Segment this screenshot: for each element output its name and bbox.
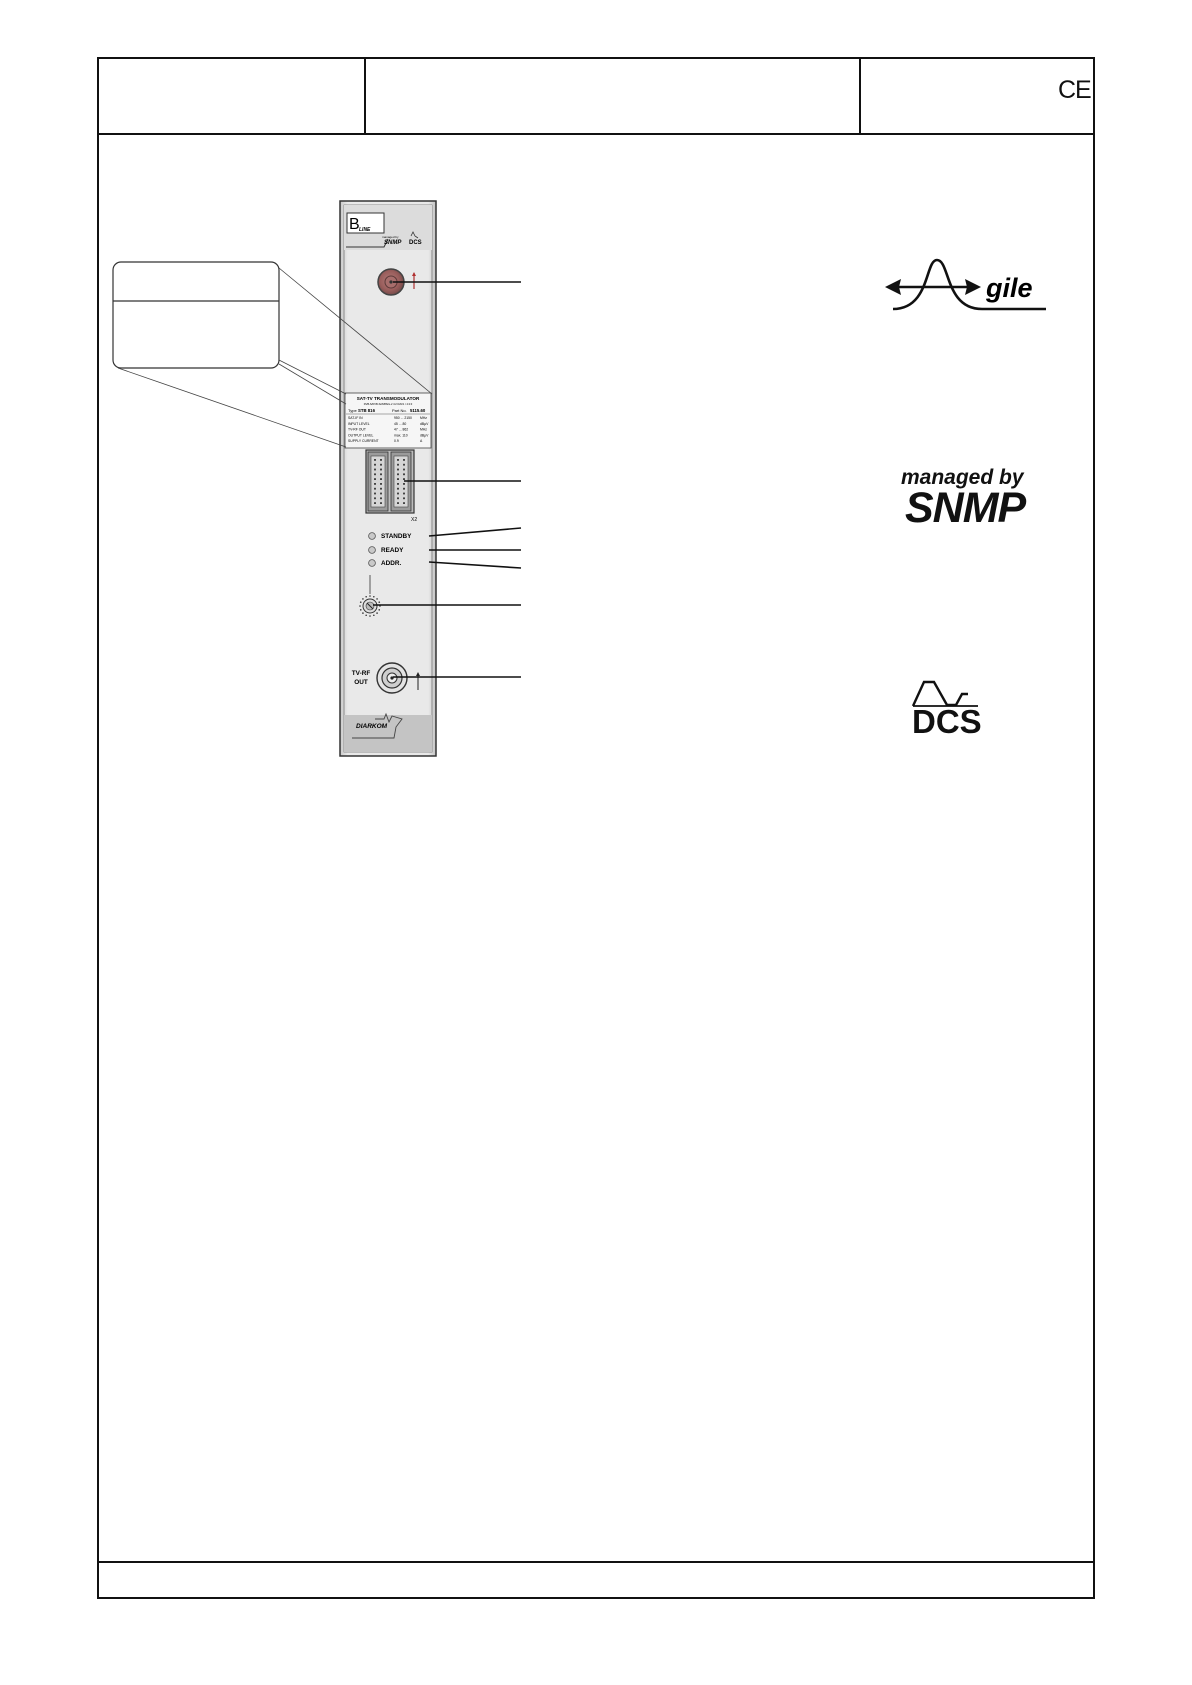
label-row-cell: dBµV	[420, 433, 429, 438]
dial-tick	[359, 605, 361, 607]
connector-pin	[397, 459, 399, 461]
connector-pin	[403, 464, 405, 466]
dial-tick	[378, 609, 380, 611]
connector-pin	[397, 502, 399, 504]
connector-pin	[374, 459, 376, 461]
connector-pin	[380, 459, 382, 461]
svg-text:managed by: managed by	[382, 235, 399, 239]
label-row-cell: 45 ... 80	[394, 421, 407, 426]
connector-pin	[403, 459, 405, 461]
label-row-cell: INPUT LEVEL	[348, 421, 370, 426]
dial-tick	[373, 614, 375, 616]
label-row-cell: MHz	[420, 427, 427, 432]
connector-pin	[380, 502, 382, 504]
connector-pin	[403, 502, 405, 504]
type-label-plate	[345, 393, 431, 448]
label-row-cell: 0.9	[394, 439, 399, 444]
connector-pin	[380, 469, 382, 471]
connector-pin	[374, 483, 376, 485]
connector-pin	[380, 483, 382, 485]
svg-text:DIARKOM: DIARKOM	[356, 723, 388, 730]
svg-text:Type: Type	[348, 408, 357, 413]
led-addr-label: ADDR.	[381, 560, 402, 567]
connector-pin	[374, 469, 376, 471]
label-row-cell: 47 ... 862	[394, 427, 409, 432]
svg-text:STB 816: STB 816	[358, 408, 375, 413]
connector-pin	[374, 488, 376, 490]
ce-mark: CE	[1058, 76, 1091, 104]
dial-tick	[362, 612, 364, 614]
connector-pin	[403, 469, 405, 471]
connector-pin	[403, 493, 405, 495]
connector-pin	[397, 488, 399, 490]
b-line-badge	[347, 213, 384, 233]
label-row-cell: OUTPUT LEVEL	[348, 433, 374, 438]
x2-connector	[366, 450, 417, 523]
label-row-cell: dBµV	[420, 421, 429, 426]
connector-pin	[403, 488, 405, 490]
dcs-logo-text: DCS	[912, 703, 982, 740]
connector-pin	[374, 478, 376, 480]
connector-pin	[374, 473, 376, 475]
connector-pin	[374, 493, 376, 495]
svg-text:DVB-S/DVB-S2/MPEG-2 4:2:0/AV1: DVB-S/DVB-S2/MPEG-2 4:2:0/AV1 / 4:2:0	[363, 403, 413, 406]
snmp-logo-managed-by: managed by	[901, 466, 1024, 489]
connector-pin	[374, 502, 376, 504]
connector-pin	[397, 497, 399, 499]
led-ready	[369, 547, 376, 554]
tv-rf-out-label-2: OUT	[354, 679, 368, 686]
svg-text:DCS: DCS	[409, 240, 422, 246]
connector-pin	[403, 478, 405, 480]
dial-tick	[373, 596, 375, 598]
dial-tick	[376, 612, 378, 614]
connector-pin	[380, 478, 382, 480]
snmp-logo-text: SNMP	[905, 484, 1026, 532]
connector-pin	[403, 483, 405, 485]
label-row-cell: max. 110	[394, 433, 408, 438]
svg-text:SNMP: SNMP	[384, 240, 402, 246]
connector-pin	[380, 473, 382, 475]
connector-pin	[380, 488, 382, 490]
svg-text:Part No.: Part No.	[392, 408, 407, 413]
dial-tick	[365, 614, 367, 616]
dial-tick	[360, 609, 362, 611]
connector-pin	[397, 478, 399, 480]
svg-text:X2: X2	[411, 517, 418, 523]
connector-pin	[403, 473, 405, 475]
connector-pin	[397, 483, 399, 485]
label-row-cell: SAT-IF IN	[348, 416, 363, 420]
svg-text:LINE: LINE	[359, 227, 371, 233]
connector-pin	[380, 493, 382, 495]
connector-pin	[380, 464, 382, 466]
label-row-cell: MHz	[420, 416, 427, 420]
led-standby	[369, 533, 376, 540]
connector-pin	[380, 497, 382, 499]
tv-rf-out-label-1: TV-RF	[351, 670, 371, 677]
dial-tick	[360, 601, 362, 603]
connector-pin	[397, 493, 399, 495]
connector-pin	[397, 473, 399, 475]
label-row-cell: A	[420, 439, 423, 444]
connector-pin	[397, 464, 399, 466]
led-addr	[369, 560, 376, 567]
svg-text:5115.60: 5115.60	[410, 408, 426, 413]
led-ready-label: READY	[381, 547, 404, 554]
agile-logo	[885, 260, 1046, 309]
dial-tick	[378, 601, 380, 603]
connector-pin	[374, 497, 376, 499]
dial-tick	[376, 598, 378, 600]
svg-text:SAT-TV TRANSMODULATOR: SAT-TV TRANSMODULATOR	[356, 396, 420, 401]
label-row-cell: TV-RF OUT	[348, 427, 366, 432]
connector-pin	[403, 497, 405, 499]
svg-text:B: B	[349, 216, 360, 233]
label-row-cell: 950 ... 2150	[394, 416, 412, 420]
connector-pin	[397, 469, 399, 471]
dial-tick	[369, 595, 371, 597]
dial-tick	[365, 596, 367, 598]
svg-text:gile: gile	[986, 273, 1033, 303]
led-standby-label: STANDBY	[381, 533, 412, 540]
dial-tick	[362, 598, 364, 600]
dial-tick	[369, 615, 371, 617]
connector-pin	[374, 464, 376, 466]
label-row-cell: SUPPLY CURRENT	[348, 439, 379, 444]
